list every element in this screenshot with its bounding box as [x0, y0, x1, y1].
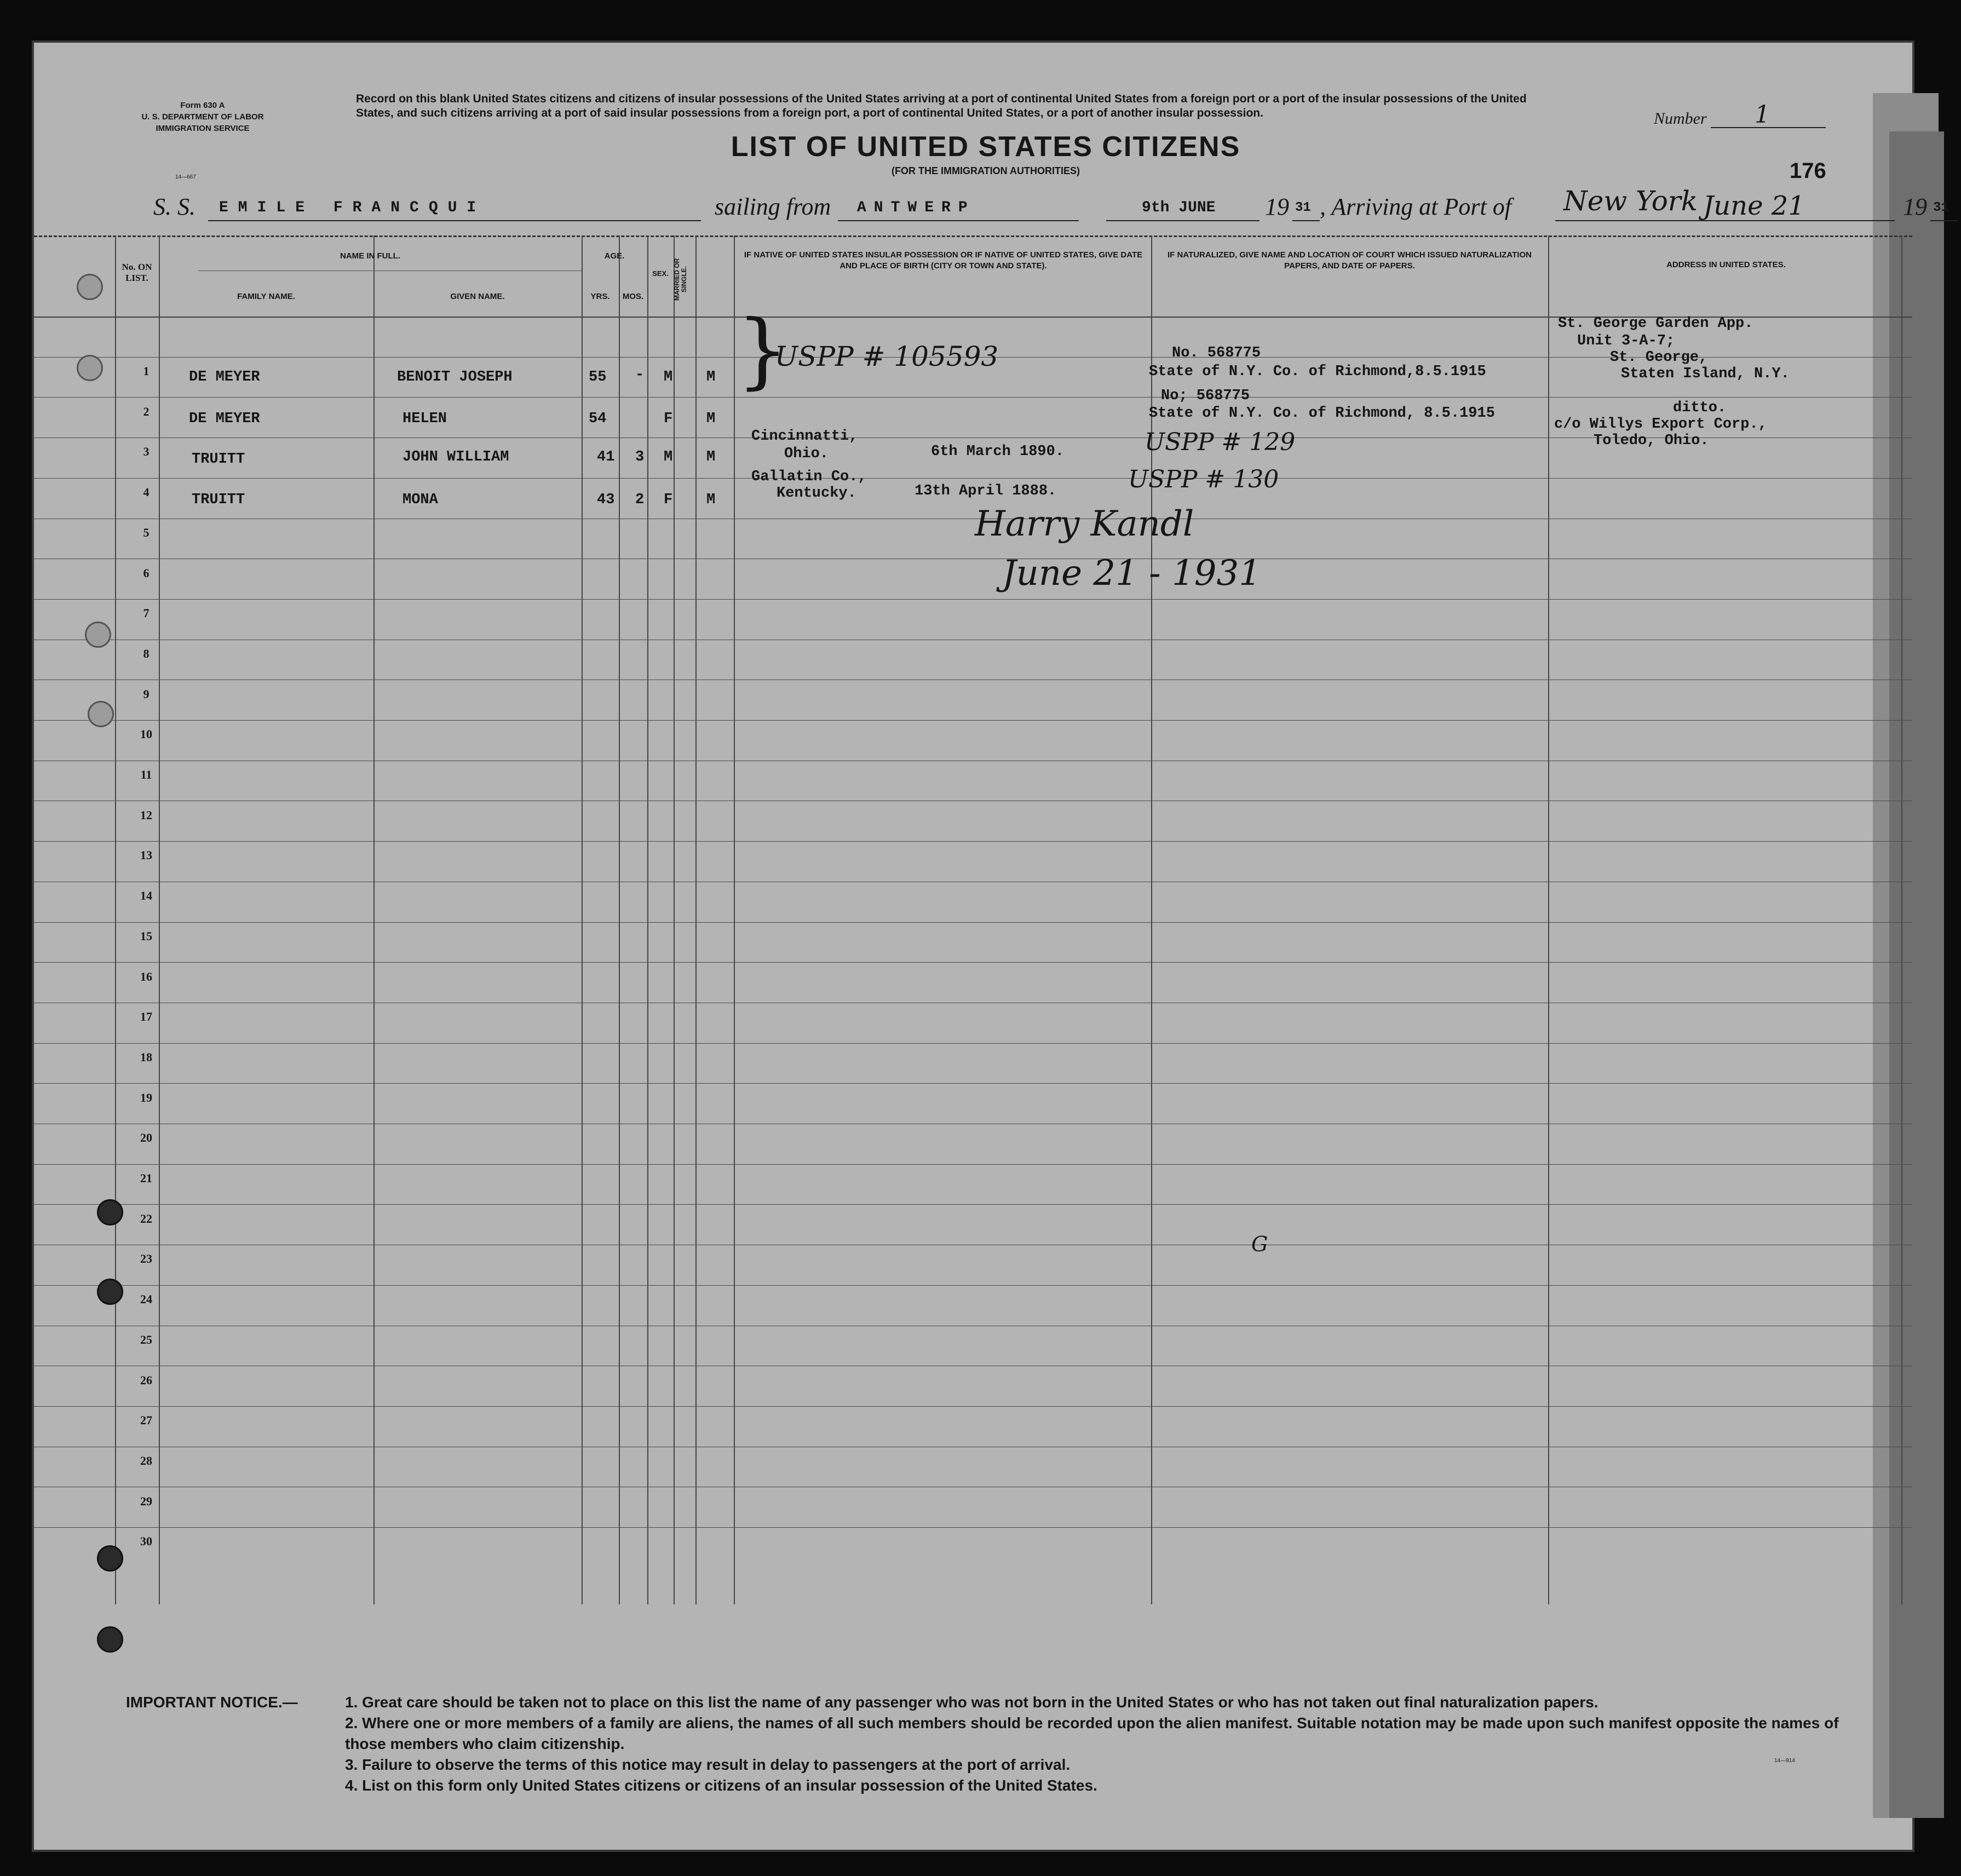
row3-age-mos: 3	[635, 449, 645, 465]
row3-family-name: TRUITT	[192, 451, 245, 468]
row-number: 16	[140, 969, 152, 983]
row-number: 11	[140, 768, 152, 781]
row-rule	[34, 841, 1912, 842]
row-number: 24	[140, 1292, 152, 1307]
row1-family-name: DE MEYER	[189, 369, 260, 385]
year-value: 31	[1295, 200, 1311, 215]
row-number: 4	[143, 485, 149, 499]
department: U. S. DEPARTMENT OF LABOR	[141, 112, 264, 122]
arrival-date: June 21	[1703, 191, 1805, 221]
service: IMMIGRATION SERVICE	[156, 124, 250, 133]
row1-address-line1: St. George Garden App.	[1558, 315, 1753, 332]
row-number: 17	[140, 1010, 152, 1024]
row-number: 25	[140, 1332, 152, 1346]
row-number: 14	[140, 889, 152, 903]
row4-given-name: MONA	[402, 492, 438, 508]
row2-family-name: DE MEYER	[189, 411, 260, 427]
row-number: 5	[143, 525, 149, 539]
row-rule	[34, 1285, 1912, 1286]
page-subtitle: (FOR THE IMMIGRATION AUTHORITIES)	[892, 165, 1080, 176]
row3-given-name: JOHN WILLIAM	[402, 449, 509, 465]
row-rule	[34, 1204, 1912, 1205]
form-code-bottom: 14—914	[1774, 1758, 1795, 1764]
row4-family-name: TRUITT	[192, 492, 245, 508]
binder-hole	[97, 1279, 123, 1305]
sailing-date: 9th JUNE	[1142, 199, 1216, 216]
row4-passport-annotation: USPP # 130	[1128, 465, 1279, 493]
row-number: 18	[140, 1050, 152, 1064]
row-rule	[34, 397, 1912, 398]
row1-given-name: BENOIT JOSEPH	[397, 369, 513, 385]
row-rule	[34, 599, 1912, 600]
page-number: 176	[1790, 159, 1826, 183]
row4-sex: F	[664, 492, 673, 508]
col-rule	[373, 235, 375, 1604]
row-number: 23	[140, 1252, 152, 1266]
header-naturalized: IF NATURALIZED, GIVE NAME AND LOCATION OF COURT WHICH ISSUED NATURALIZATION PAPERS, AND DATE OF PAPERS.	[1168, 250, 1532, 271]
binder-hole	[88, 701, 114, 727]
row2-given-name: HELEN	[402, 411, 447, 427]
sailing-from-label: sailing from	[715, 193, 831, 220]
row-number: 30	[140, 1534, 152, 1549]
row-number: 8	[143, 646, 149, 660]
form-small-code: 14—667	[175, 174, 196, 180]
row3-married: M	[706, 449, 716, 465]
row-number: 3	[143, 445, 149, 459]
row3-passport-annotation: USPP # 129	[1145, 428, 1296, 456]
row-number: 19	[140, 1090, 152, 1104]
binder-hole	[85, 622, 111, 648]
row-number: 6	[143, 566, 149, 580]
year2-value: 31	[1933, 200, 1949, 215]
row-rule	[34, 1083, 1912, 1084]
row2-sex: F	[664, 411, 673, 427]
row2-married: M	[706, 411, 716, 427]
row-number: 26	[140, 1373, 152, 1387]
year2-prefix: 19	[1903, 193, 1927, 220]
row-number: 2	[143, 404, 149, 418]
header-family-name: FAMILY NAME.	[237, 292, 295, 301]
row3-birth-state: Ohio.	[784, 446, 829, 462]
row1-sex: M	[664, 369, 673, 385]
row-number: 1	[143, 364, 149, 378]
col-rule	[115, 235, 116, 1604]
row3-sex: M	[664, 449, 673, 465]
header-name-in-full: NAME IN FULL.	[340, 251, 400, 261]
row-rule	[34, 1406, 1912, 1407]
row4-age-yrs: 43	[597, 492, 615, 508]
col-rule	[159, 235, 160, 1604]
form-identifier	[112, 100, 293, 134]
arrival-port: New York	[1563, 185, 1698, 217]
row-number: 12	[140, 808, 152, 822]
row-number: 27	[140, 1413, 152, 1428]
header-birth: IF NATIVE OF UNITED STATES INSULAR POSSESSION OR IF NATIVE OF UNITED STATES, GIVE DATE AND PLACE OF BIRTH (CITY OR TOWN AND STATE).	[744, 250, 1143, 271]
ship-line	[153, 185, 1949, 226]
row-number: 22	[140, 1211, 152, 1225]
arriving-label: , Arriving at Port of	[1320, 193, 1511, 220]
header-sex: SEX.	[652, 269, 669, 278]
row1-address-line2: Unit 3-A-7;	[1577, 333, 1675, 349]
row3-birth-date: 6th March 1890.	[931, 444, 1065, 460]
notice-items	[345, 1692, 1851, 1796]
handwritten-mark: G	[1251, 1232, 1268, 1256]
year-prefix: 19	[1265, 193, 1289, 220]
instructions: Record on this blank United States citizens and citizens of insular possessions of the United States arriving at a port of continental United States from a foreign port or a port of the insular possessions of the United States, and such citizens arriving at a port of said insular possessions from a foreign port, a port of continental United States, or a port of another insular possession.	[356, 93, 1527, 119]
row-number: 28	[140, 1453, 152, 1468]
header-married-single: MARRIED OR SINGLE.	[673, 258, 688, 301]
form-number: Form 630 A	[180, 101, 225, 110]
header-yrs: YRS.	[590, 292, 610, 301]
row-number: 29	[140, 1494, 152, 1508]
passport-bracket: }	[737, 303, 789, 398]
col-rule	[1901, 235, 1902, 1604]
header-no-on-list: No. ON LIST.	[122, 262, 152, 283]
row-rule	[34, 962, 1912, 963]
header-mos: MOS.	[622, 292, 644, 301]
row-rule	[34, 1164, 1912, 1165]
binder-hole	[97, 1199, 123, 1225]
row4-birth-place: Gallatin Co.,	[751, 469, 867, 485]
row-number: 15	[140, 929, 152, 943]
notice-item-4: 4. List on this form only United States citizens or citizens of an insular possession of the United States.	[345, 1777, 1097, 1794]
col-rule	[582, 235, 583, 1604]
row3-age-yrs: 41	[597, 449, 615, 465]
header-address: ADDRESS IN UNITED STATES.	[1666, 260, 1786, 269]
header-age: AGE.	[604, 251, 625, 261]
col-rule	[619, 235, 620, 1604]
row-number: 7	[143, 606, 149, 620]
row-rule	[34, 1043, 1912, 1044]
row4-birth-date: 13th April 1888.	[915, 483, 1057, 499]
row4-birth-state: Kentucky.	[777, 485, 856, 502]
row-rule	[34, 720, 1912, 721]
row2-naturalization-court: State of N.Y. Co. of Richmond, 8.5.1915	[1149, 405, 1495, 422]
row1-address-line3: St. George,	[1610, 349, 1708, 366]
ship-name: EMILE FRANCQUI	[219, 199, 486, 216]
notice-item-1: 1. Great care should be taken not to place on this list the name of any passenger who was not born in the United States or who has not taken out final naturalization papers.	[345, 1694, 1598, 1711]
row-rule	[34, 478, 1912, 479]
row2-age-yrs: 54	[589, 411, 607, 427]
row2-naturalization-no: No; 568775	[1161, 388, 1250, 404]
row-number: 9	[143, 687, 149, 701]
row-rule	[34, 1527, 1912, 1528]
row-rule	[34, 922, 1912, 923]
binder-hole	[97, 1626, 123, 1653]
row1-age-mos: -	[635, 367, 645, 383]
row-number: 20	[140, 1131, 152, 1145]
binder-hole	[77, 274, 103, 300]
row4-age-mos: 2	[635, 492, 645, 508]
row3-birth-place: Cincinnatti,	[751, 428, 858, 445]
row-number: 13	[140, 848, 152, 862]
row1-married: M	[706, 369, 716, 385]
row1-naturalization-court: State of N.Y. Co. of Richmond,8.5.1915	[1149, 364, 1486, 380]
col-rule	[1548, 235, 1549, 1604]
ss-label: S. S.	[153, 193, 195, 220]
page-title: LIST OF UNITED STATES CITIZENS	[731, 131, 1241, 163]
passport-note: USPP # 105593	[775, 341, 999, 372]
number-value: 1	[1755, 101, 1770, 129]
number-line	[1711, 101, 1826, 129]
binder-hole	[97, 1545, 123, 1572]
row3-address-line1: c/o Willys Export Corp.,	[1554, 416, 1767, 433]
notice-item-3: 3. Failure to observe the terms of this notice may result in delay to passengers at the port of arrival.	[345, 1756, 1071, 1773]
notice-label: IMPORTANT NOTICE.—	[126, 1694, 298, 1711]
port-from: ANTWERP	[857, 199, 975, 216]
number-field	[1654, 101, 1826, 129]
col-rule	[674, 235, 675, 1604]
col-rule	[695, 235, 697, 1604]
inspector-signature: Harry Kandl	[975, 504, 1194, 544]
col-rule	[734, 235, 735, 1604]
row1-age-yrs: 55	[589, 369, 607, 385]
row2-address: ditto.	[1673, 400, 1727, 416]
row-number: 10	[140, 727, 152, 741]
row4-married: M	[706, 492, 716, 508]
number-label: Number	[1654, 110, 1707, 128]
row3-address-line2: Toledo, Ohio.	[1594, 433, 1709, 449]
header-given-name: GIVEN NAME.	[450, 292, 505, 301]
notice-item-2: 2. Where one or more members of a family are aliens, the names of all such members should be recorded upon the alien manifest. Suitable notation may be made upon such manifest opposite the names of those members who claim citizenship.	[345, 1714, 1839, 1752]
signature-date: June 21 - 1931	[1002, 553, 1261, 594]
row-number: 21	[140, 1171, 152, 1185]
row1-naturalization-no: No. 568775	[1172, 345, 1261, 361]
binder-hole	[77, 355, 103, 381]
col-rule	[647, 235, 648, 1604]
row1-address-line4: Staten Island, N.Y.	[1621, 366, 1790, 382]
